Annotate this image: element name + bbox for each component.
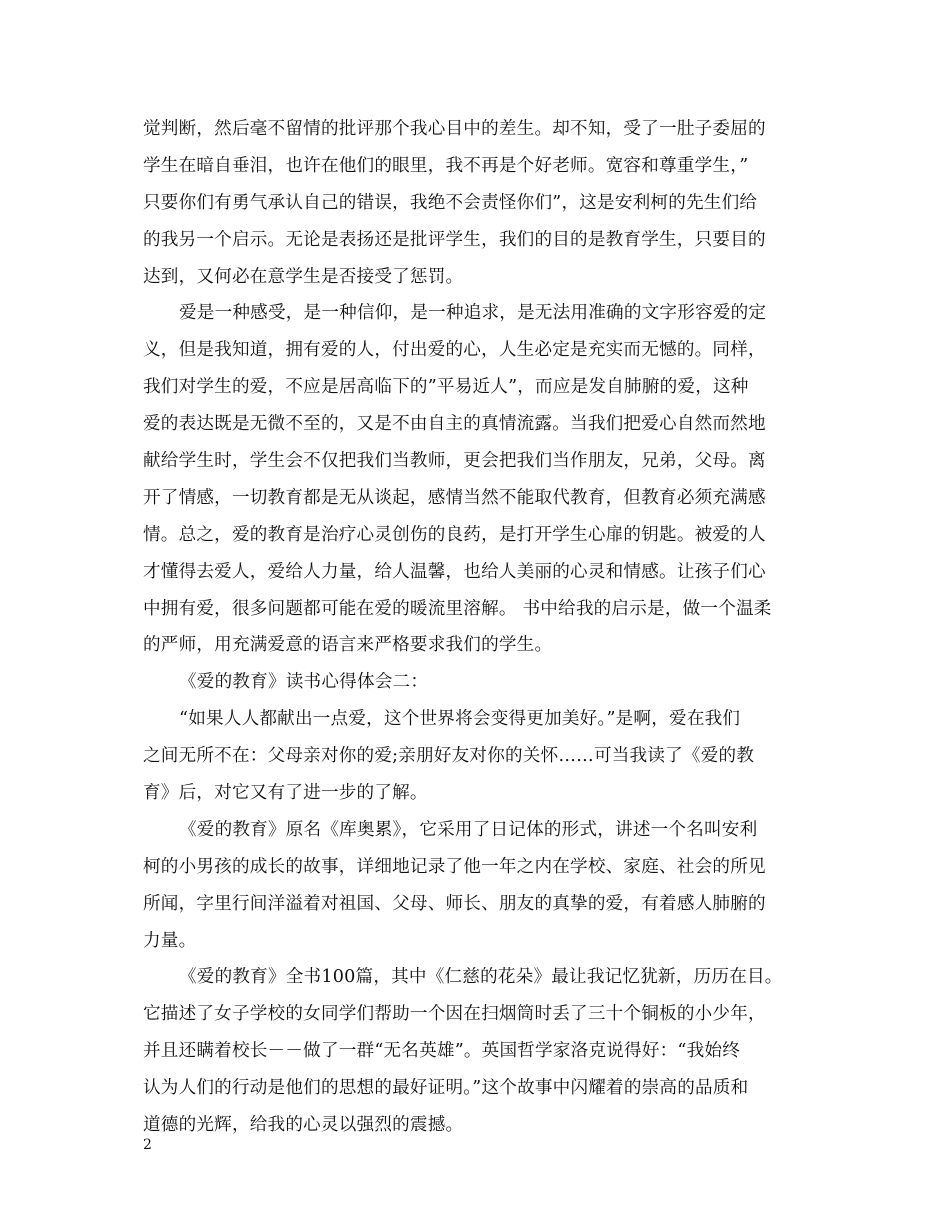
text-line: 的我另一个启示。无论是表扬还是批评学生，我们的目的是教育学生，只要目的 [143,229,766,250]
text-line: 之间无所不在：父母亲对你的爱;亲朋好友对你的关怀……可当我读了《爱的教 [143,746,755,767]
text-line: 的严师，用充满爱意的语言来严格要求我们的学生。 [143,635,553,656]
text-line: 柯的小男孩的成长的故事，详细地记录了他一年之内在学校、家庭、社会的所见 [143,856,766,877]
text-line: 我们对学生的爱，不应是居高临下的”平易近人”，而应是发自肺腑的爱，这种 [143,377,749,398]
text-line: 它描述了女子学校的女同学们帮助一个因在扫烟筒时丢了三十个铜板的小少年， [143,1004,766,1025]
text-line: 达到，又何必在意学生是否接受了惩罚。 [143,266,464,287]
page-number: 2 [143,1137,152,1153]
text-line: 爱的表达既是无微不至的，又是不由自主的真情流露。当我们把爱心自然而然地 [143,414,766,435]
paragraph-start-line: 《爱的教育》原名《库奥累》，它采用了日记体的形式，讲述一个名叫安利 [179,819,758,840]
paragraph-start-line: 爱是一种感受，是一种信仰，是一种追求，是无法用准确的文字形容爱的定 [179,303,767,324]
text-line: 认为人们的行动是他们的思想的最好证明。”这个故事中闪耀着的崇高的品质和 [143,1078,749,1099]
text-line: 道德的光辉，给我的心灵以强烈的震撼。 [143,1115,464,1136]
text-line: 育》后，对它又有了进一步的了解。 [143,783,428,804]
text-line: 中拥有爱，很多问题都可能在爱的暖流里溶解。 书中给我的启示是，做一个温柔 [143,598,772,619]
text-line: 只要你们有勇气承认自己的错误，我绝不会责怪你们”，这是安利柯的先生们给 [143,192,758,213]
paragraph-start-line: 《爱的教育》全书100篇，其中《仁慈的花朵》最让我记忆犹新，历历在目。 [179,967,783,988]
text-line: 力量。 [143,930,197,951]
text-line: 觉判断，然后毫不留情的批评那个我心目中的差生。却不知，受了一肚子委屈的 [143,119,766,139]
document-body [143,111,823,1144]
text-line: 开了情感，一切教育都是无从谈起，感情当然不能取代教育，但教育必须充满感 [143,487,766,508]
paragraph-start-line: “如果人人都献出一点爱，这个世界将会变得更加美好。”是啊，爱在我们 [179,709,741,730]
section-heading: 《爱的教育》读书心得体会二： [179,672,429,693]
text-line: 并且还瞒着校长－－做了一群“无名英雄”。英国哲学家洛克说得好：“我始终 [143,1041,740,1062]
text-line: 所闻，字里行间洋溢着对祖国、父母、师长、朋友的真挚的爱，有着感人肺腑的 [143,893,766,914]
text-line: 献给学生时，学生会不仅把我们当教师，更会把我们当作朋友，兄弟，父母。离 [143,451,766,472]
text-line: 学生在暗自垂泪，也许在他们的眼里，我不再是个好老师。宽容和尊重学生，” [143,155,749,176]
text-line: 才懂得去爱人，爱给人力量，给人温馨，也给人美丽的心灵和情感。让孩子们心 [143,561,766,582]
text-line: 义，但是我知道，拥有爱的人，付出爱的心，人生必定是充实而无憾的。同样， [143,340,766,361]
text-line: 情。总之，爱的教育是治疗心灵创伤的良药，是打开学生心扉的钥匙。被爱的人 [143,524,766,545]
